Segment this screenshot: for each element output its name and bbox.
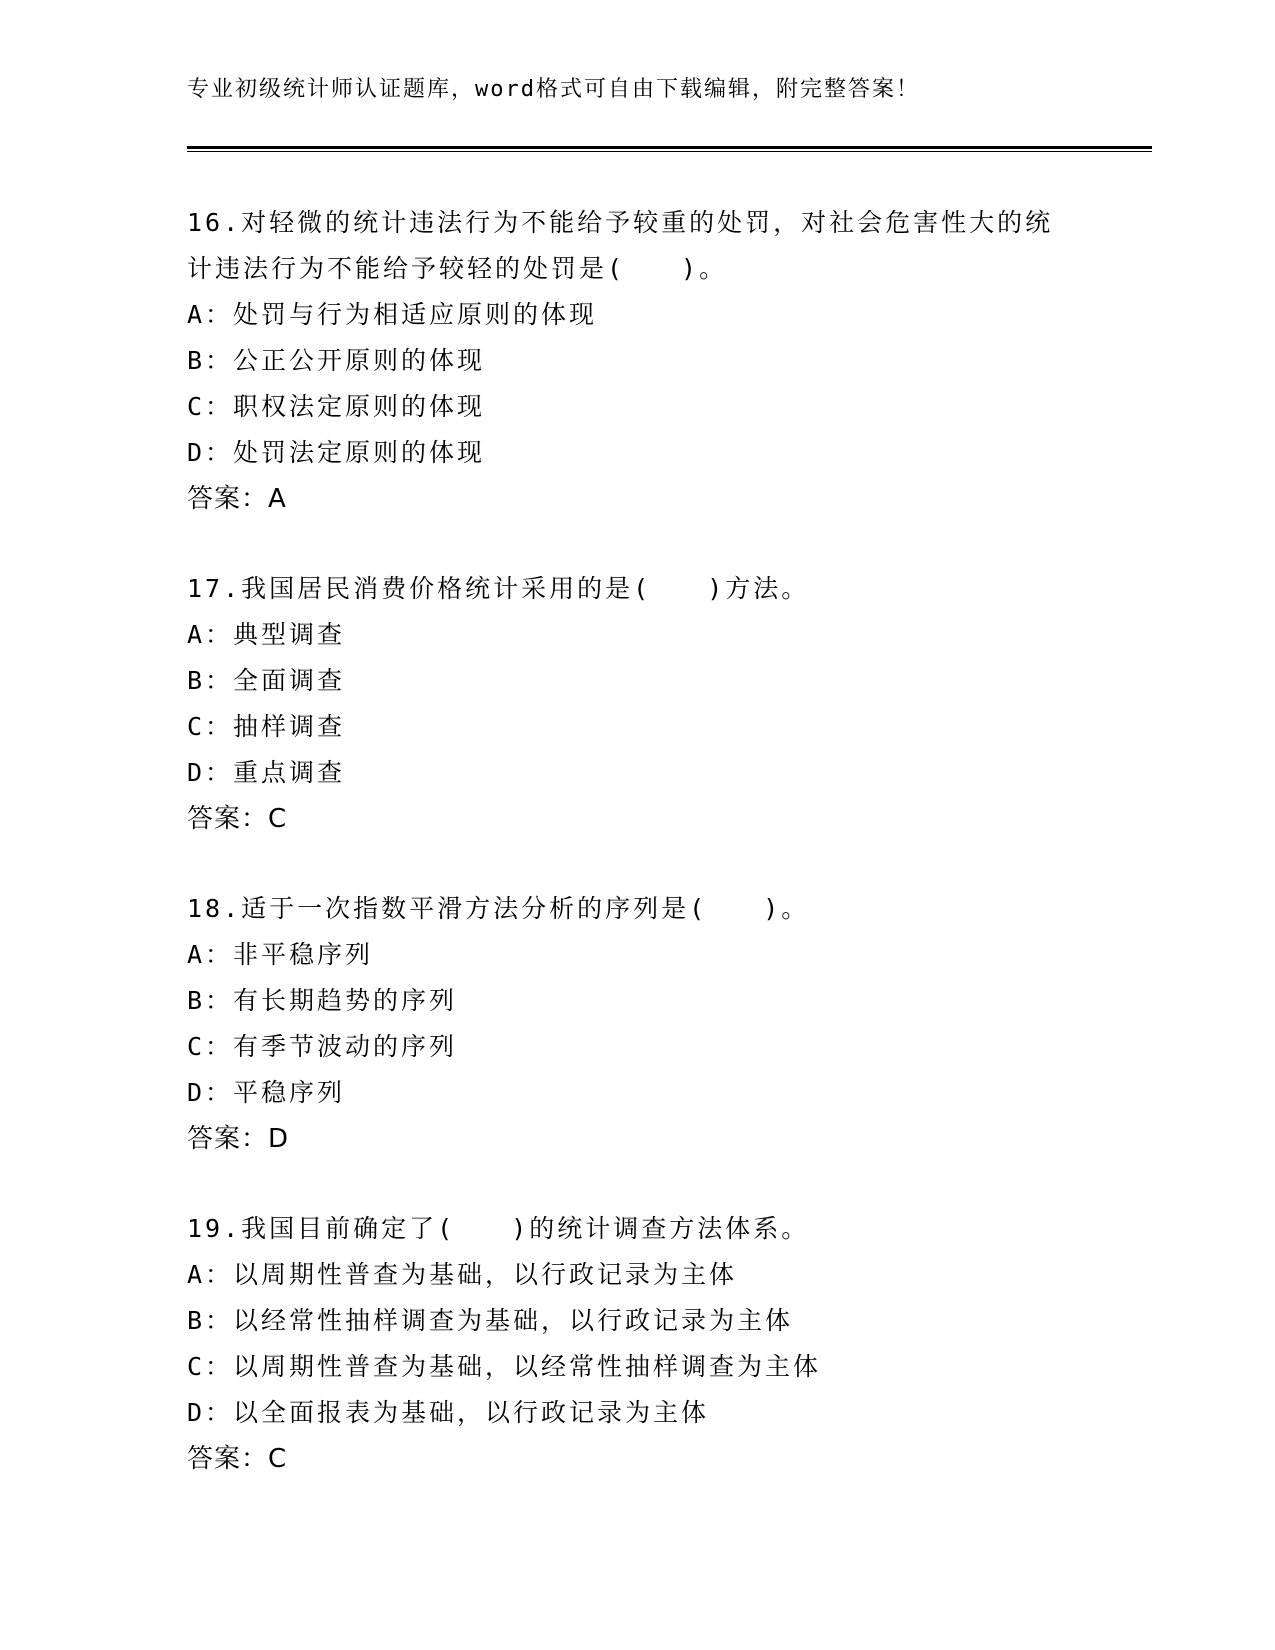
option-a: A：典型调查 (187, 620, 346, 649)
option-d: D：处罚法定原则的体现 (187, 438, 486, 467)
question-17 (187, 566, 1087, 842)
answer: 答案：C (187, 1444, 288, 1474)
answer: 答案：C (187, 804, 288, 834)
question-stem-line: 18.适于一次指数平滑方法分析的序列是( )。 (187, 894, 810, 923)
question-stem-line: 计违法行为不能给予较轻的处罚是( )。 (187, 254, 728, 283)
question-18 (187, 886, 1087, 1162)
option-a: A：以周期性普查为基础，以行政记录为主体 (187, 1260, 738, 1289)
option-c: C：以周期性普查为基础，以经常性抽样调查为主体 (187, 1352, 822, 1381)
option-d: D：以全面报表为基础，以行政记录为主体 (187, 1398, 710, 1427)
question-stem-line: 17.我国居民消费价格统计采用的是( )方法。 (187, 574, 810, 603)
answer: 答案：D (187, 1124, 290, 1154)
option-b: B：以经常性抽样调查为基础，以行政记录为主体 (187, 1306, 794, 1335)
option-b: B：全面调查 (187, 666, 346, 695)
header-rule-thick (187, 146, 1152, 149)
option-a: A：非平稳序列 (187, 940, 374, 969)
option-a: A：处罚与行为相适应原则的体现 (187, 300, 598, 329)
question-list (187, 200, 1087, 1526)
option-b: B：公正公开原则的体现 (187, 346, 486, 375)
page-header: 专业初级统计师认证题库，word格式可自由下载编辑，附完整答案！ (187, 77, 920, 102)
option-c: C：有季节波动的序列 (187, 1032, 458, 1061)
question-19 (187, 1206, 1087, 1482)
answer: 答案：A (187, 484, 287, 514)
option-d: D：重点调查 (187, 758, 346, 787)
question-16 (187, 200, 1087, 522)
question-stem-line: 16.对轻微的统计违法行为不能给予较重的处罚，对社会危害性大的统 (187, 208, 1054, 237)
option-d: D：平稳序列 (187, 1078, 346, 1107)
option-c: C：职权法定原则的体现 (187, 392, 486, 421)
option-b: B：有长期趋势的序列 (187, 986, 458, 1015)
question-stem-line: 19.我国目前确定了( )的统计调查方法体系。 (187, 1214, 810, 1243)
option-c: C：抽样调查 (187, 712, 346, 741)
header-rule-thin (187, 151, 1152, 152)
